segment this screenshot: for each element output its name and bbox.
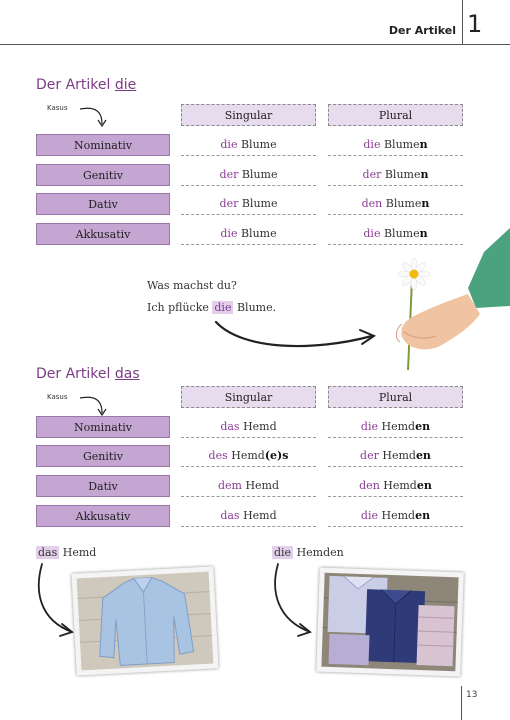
- plural-cell: die Hemd en: [328, 505, 463, 527]
- singular-cell: das Hemd: [181, 505, 316, 527]
- plural-cell: den Hemd en: [328, 475, 463, 497]
- col-header-plural: Plural: [328, 104, 463, 126]
- section-title-prefix: Der Artikel: [36, 366, 115, 382]
- plural-cell: die Blume n: [328, 134, 463, 156]
- singular-cell: dem Hemd: [181, 475, 316, 497]
- shirt-photo: [71, 566, 218, 675]
- dialog-question: Was machst du?: [147, 279, 237, 292]
- dialog-answer: Ich pflücke die Blume.: [147, 301, 277, 314]
- case-label-genitiv: Genitiv: [36, 445, 170, 467]
- singular-cell: die Blume: [181, 134, 316, 156]
- case-label-akkusativ: Akkusativ: [36, 223, 170, 245]
- singular-cell: des Hemd (e)s: [181, 445, 316, 467]
- section-title-die: [36, 77, 136, 93]
- col-header-singular: Singular: [181, 104, 316, 126]
- col-header-plural: Plural: [328, 386, 463, 408]
- section-title-das: [36, 366, 140, 382]
- section-title-article: die: [114, 77, 137, 93]
- plural-cell: den Blume n: [328, 193, 463, 215]
- section-title-prefix: Der Artikel: [36, 77, 115, 93]
- caption-das-hemd: das Hemd: [38, 546, 97, 559]
- singular-cell: der Blume: [181, 193, 316, 215]
- running-header-title: Der Artikel: [388, 24, 456, 37]
- plural-cell: der Hemd en: [328, 445, 463, 467]
- singular-cell: die Blume: [181, 223, 316, 245]
- swoosh-arrow-icon: [212, 318, 382, 358]
- header-rule: [0, 44, 510, 45]
- caption-article-highlight: das: [38, 546, 58, 559]
- case-label-nominativ: Nominativ: [36, 416, 170, 438]
- case-label-akkusativ: Akkusativ: [36, 505, 170, 527]
- hand-with-daisy-image: [380, 228, 510, 374]
- page-number: 13: [466, 690, 478, 700]
- case-label-nominativ: Nominativ: [36, 134, 170, 156]
- singular-cell: das Hemd: [181, 416, 316, 438]
- case-label-dativ: Dativ: [36, 193, 170, 215]
- plural-cell: der Blume n: [328, 164, 463, 186]
- caption-die-hemden: die Hemden: [274, 546, 344, 559]
- kasus-arrow-icon: [78, 104, 108, 130]
- case-label-genitiv: Genitiv: [36, 164, 170, 186]
- dialog-article-highlight: die: [214, 301, 232, 314]
- section-title-article: das: [114, 366, 140, 382]
- shirts-photo: [316, 568, 464, 677]
- curved-arrow-icon: [272, 562, 316, 640]
- plural-cell: die Hemd en: [328, 416, 463, 438]
- page-number-divider: [461, 686, 462, 720]
- caption-article-highlight: die: [274, 546, 292, 559]
- plural-cell: die Blume n: [328, 223, 463, 245]
- singular-cell: der Blume: [181, 164, 316, 186]
- case-label-dativ: Dativ: [36, 475, 170, 497]
- col-header-singular: Singular: [181, 386, 316, 408]
- kasus-label: Kasus: [47, 393, 68, 401]
- header-divider: [462, 0, 463, 44]
- chapter-number: 1: [467, 10, 483, 38]
- kasus-label: Kasus: [47, 104, 68, 112]
